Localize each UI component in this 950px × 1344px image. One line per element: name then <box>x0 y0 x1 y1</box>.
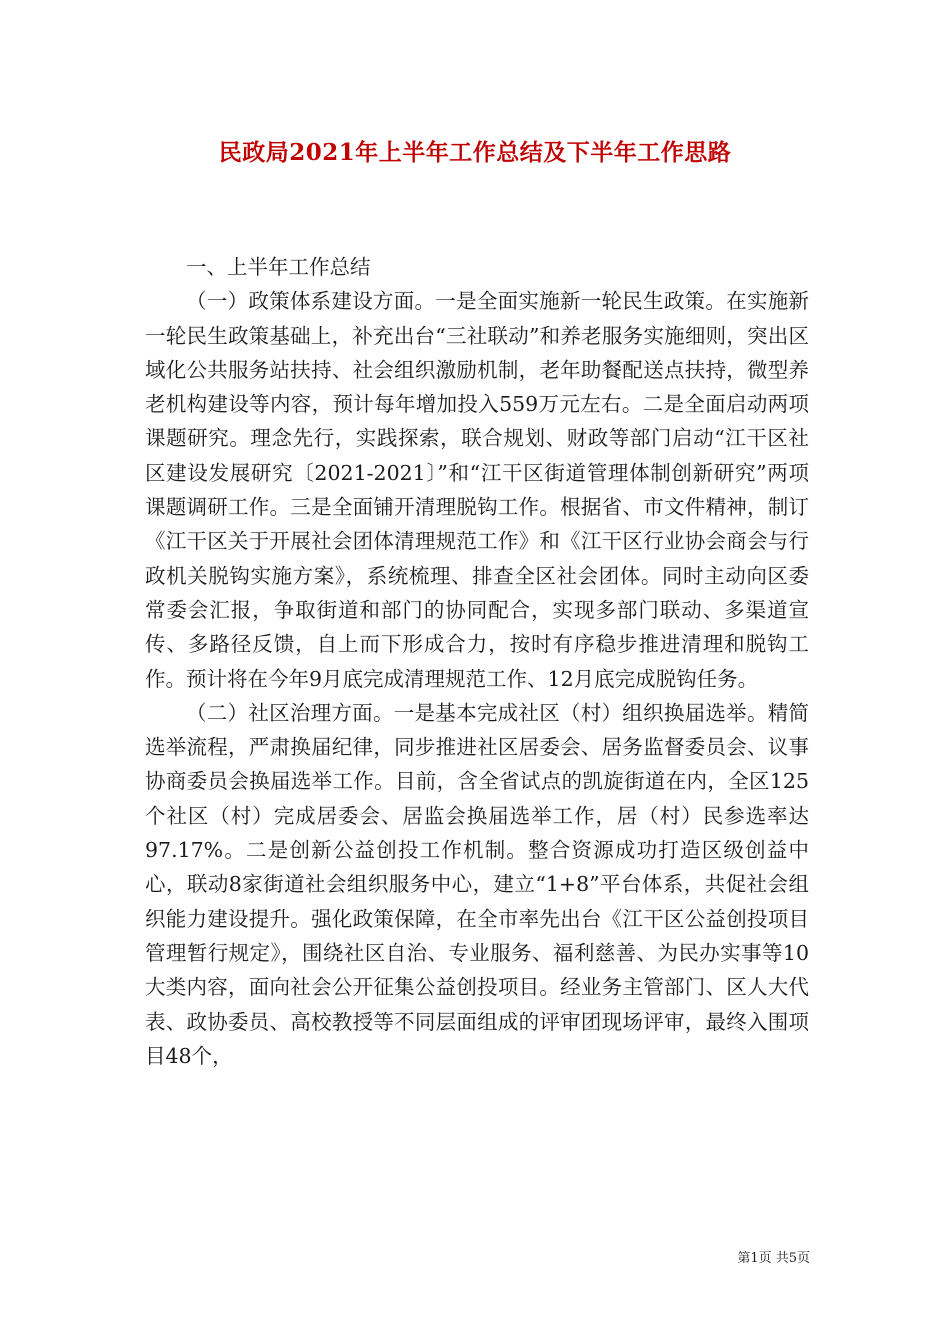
paragraph-policy-system: （一）政策体系建设方面。一是全面实施新一轮民生政策。在实施新一轮民生政策基础上，补充出台“三社联动”和养老服务实施细则，突出区域化公共服务站扶持、社会组织激励机制，老年助餐配送点扶持，微型养老机构建设等内容，预计每年增加投入559万元左右。二是全面启动两项课题研究。理念先行，实践探索，联合规划、财政等部门启动“江干区社区建设发展研究〔2021-2021〕”和“江干区街道管理体制创新研究”两项课题调研工作。三是全面铺开清理脱钩工作。根据省、市文件精神，制订《江干区关于开展社会团体清理规范工作》和《江干区行业协会商会与行政机关脱钩实施方案》，系统梳理、排查全区社会团体。同时主动向区委常委会汇报，争取街道和部门的协同配合，实现多部门联动、多渠道宣传、多路径反馈，自上而下形成合力，按时有序稳步推进清理和脱钩工作。预计将在今年9月底完成清理规范工作、12月底完成脱钩任务。 <box>145 289 809 691</box>
section-heading: 一、上半年工作总结 <box>186 255 371 279</box>
document-title: 民政局2021年上半年工作总结及下半年工作思路 <box>218 139 732 166</box>
page-number: 第1页 共5页 <box>737 1251 810 1266</box>
paragraph-community-governance: （二）社区治理方面。一是基本完成社区（村）组织换届选举。精简选举流程，严肃换届纪律，同步推进社区居委会、居务监督委员会、议事协商委员会换届选举工作。目前，含全省试点的凯旋街道在内，全区125个社区（村）完成居委会、居监会换届选举工作，居（村）民参选率达97.17%。二是创新公益创投工作机制。整合资源成功打造区级创益中心，联动8家街道社会组织服务中心，建立“1+8”平台体系，共促社会组织能力建设提升。强化政策保障，在全市率先出台《江干区公益创投项目管理暂行规定》，围绕社区自治、专业服务、福利慈善、为民办实事等10大类内容，面向社会公开征集公益创投项目。经业务主管部门、区人大代表、政协委员、高校教授等不同层面组成的评审团现场评审，最终入围项目48个， <box>145 700 809 1068</box>
document-body <box>145 250 809 1073</box>
